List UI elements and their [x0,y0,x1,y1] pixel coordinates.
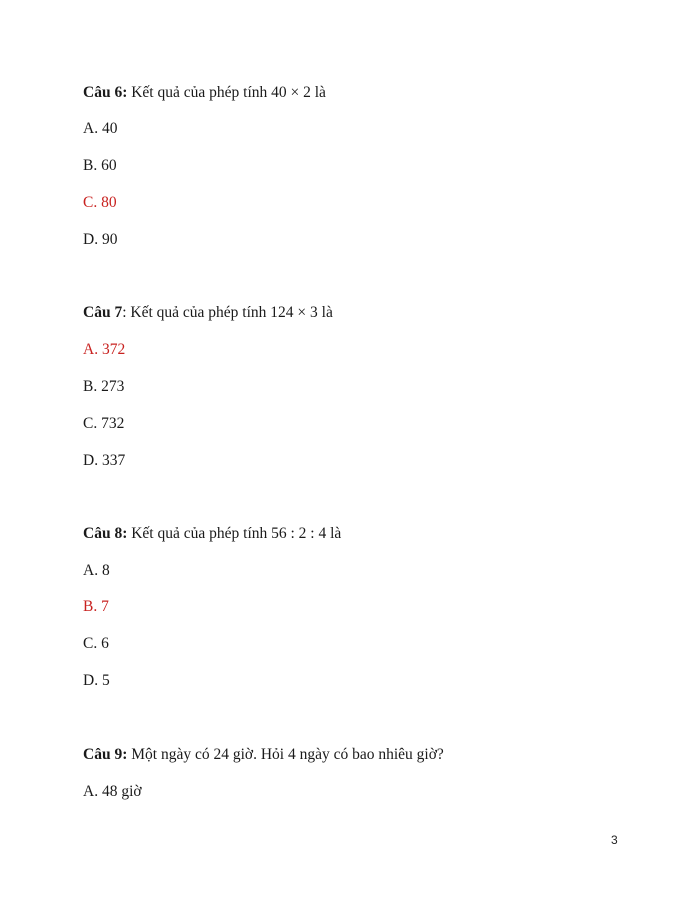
question-7 [83,303,333,323]
question-sep: : [122,304,127,321]
question-label: Câu 7 [83,304,123,321]
question-6 [83,83,326,103]
option-c: C. 732 [83,415,125,432]
option-b-correct: B. 7 [83,598,109,615]
question-8 [83,524,341,544]
page-number: 3 [611,833,618,847]
question-9 [83,745,444,765]
question-text: Kết quả của phép tính 56 : 2 : 4 là [127,525,342,542]
option-a: A. 8 [83,562,110,579]
option-d: D. 90 [83,231,118,248]
option-c-correct: C. 80 [83,194,117,211]
option-d: D. 5 [83,672,110,689]
question-label: Câu 6: [83,84,128,101]
option-a: A. 48 giờ [83,783,142,800]
option-b: B. 273 [83,378,125,395]
option-d: D. 337 [83,452,126,469]
question-text: Kết quả của phép tính 40 × 2 là [127,84,326,101]
question-text: Một ngày có 24 giờ. Hỏi 4 ngày có bao nhiêu giờ? [127,746,444,763]
question-label: Câu 9: [83,746,128,763]
option-b: B. 60 [83,157,117,174]
option-a-correct: A. 372 [83,341,126,358]
question-text: Kết quả của phép tính 124 × 3 là [126,304,333,321]
option-a: A. 40 [83,120,118,137]
question-label: Câu 8: [83,525,128,542]
option-c: C. 6 [83,635,109,652]
